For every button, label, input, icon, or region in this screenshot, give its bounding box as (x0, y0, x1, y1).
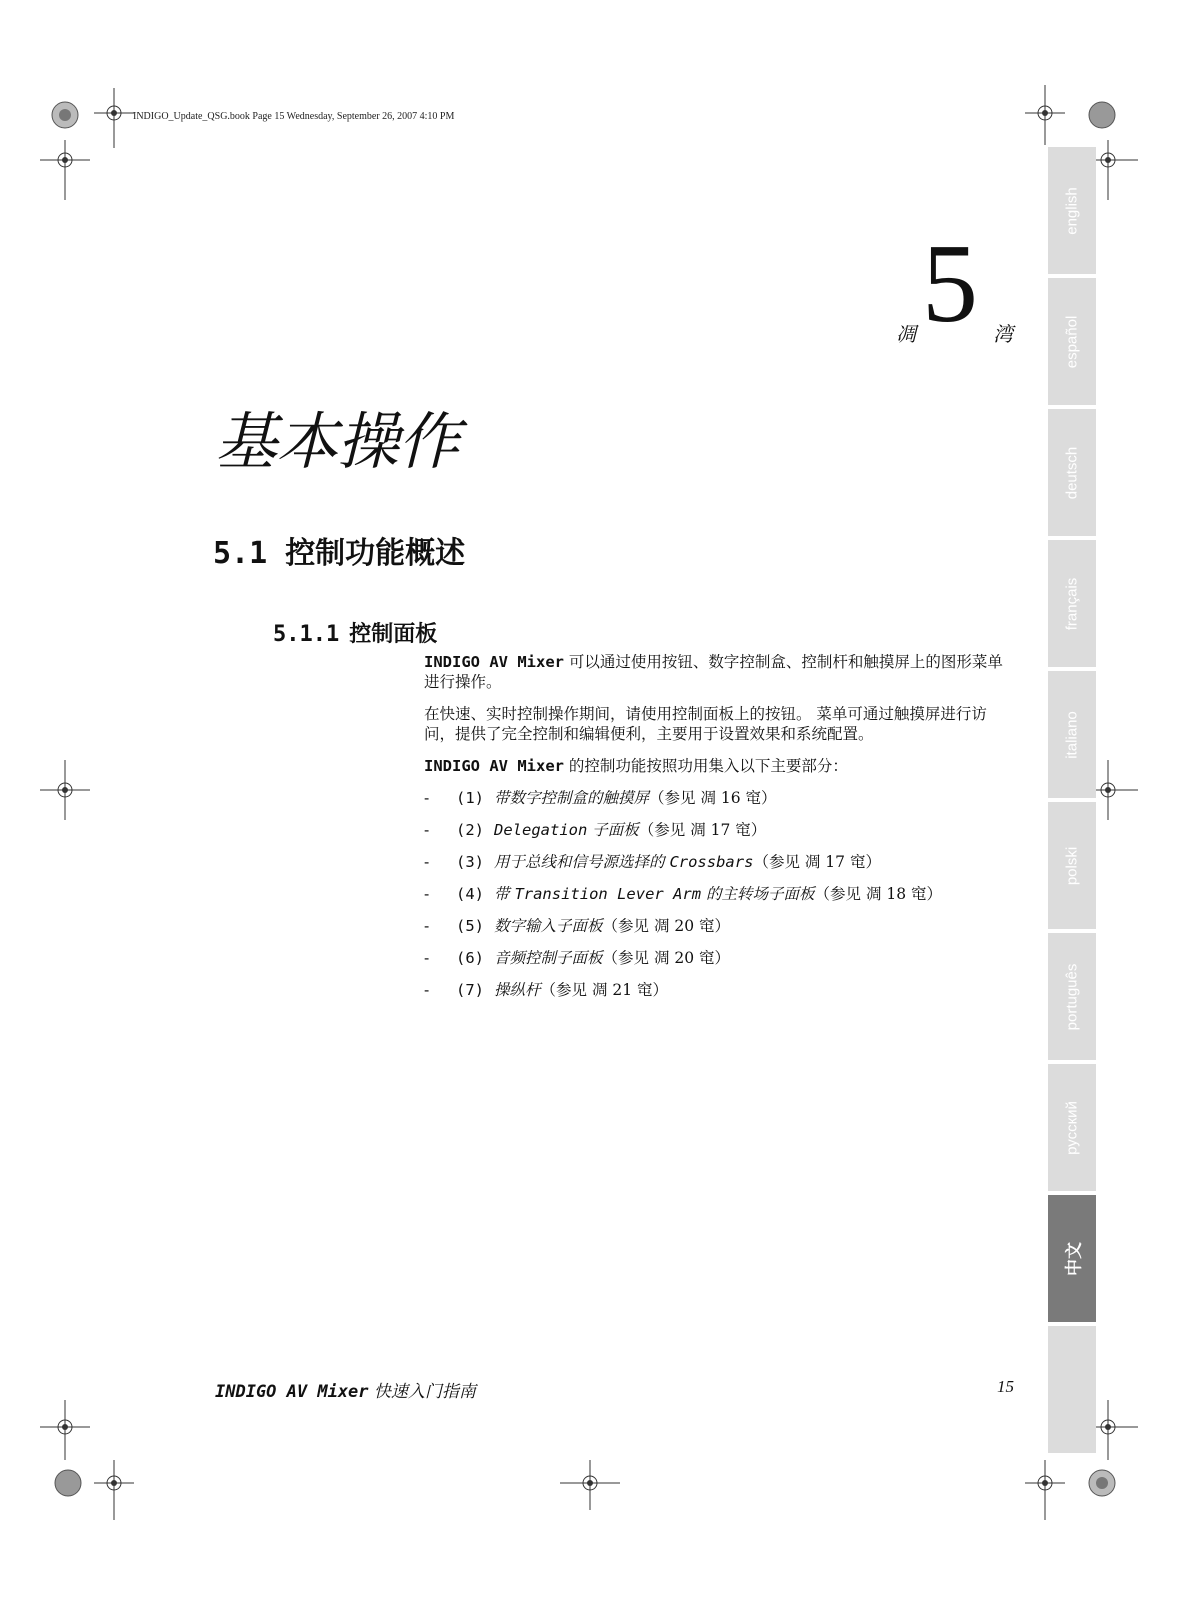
page-reference-number: 21 (612, 981, 633, 999)
page-reference: 窀） (632, 981, 669, 999)
footer-title (215, 1377, 476, 1402)
list-item (424, 884, 1014, 904)
subsection-title: 控制面板 (349, 622, 438, 647)
page-reference-number: 18 (886, 885, 907, 903)
chapter-suffix: 湾 (993, 322, 1013, 346)
subsection-heading (273, 617, 437, 648)
crosshair-icon (560, 1460, 620, 1510)
list-dash: - (424, 853, 430, 871)
registration-target-icon (50, 100, 80, 130)
list-item (424, 916, 1014, 936)
language-tab (1048, 540, 1096, 667)
page-reference: （参见 凋 (602, 917, 675, 935)
language-tab (1048, 1326, 1096, 1453)
language-tab-label: deutsch (1063, 446, 1081, 499)
language-tab (1048, 671, 1096, 798)
list-index: (4) (456, 885, 484, 903)
list-dash: - (424, 885, 430, 903)
list-dash: - (424, 981, 430, 999)
page-reference: 窀） (694, 949, 731, 967)
registration-target-icon (1087, 1468, 1117, 1498)
paragraph-3 (424, 756, 1014, 776)
chapter-prefix: 凋 (896, 322, 916, 346)
language-tab-label: italiano (1063, 710, 1081, 759)
language-tab-label: русский (1063, 1100, 1081, 1155)
list-text: 带 (494, 885, 515, 903)
page-reference-number: 20 (674, 949, 695, 967)
footer-guide: 快速入门指南 (368, 1382, 476, 1402)
list-dash: - (424, 789, 430, 807)
list-dash: - (424, 949, 430, 967)
language-tab (1048, 278, 1096, 405)
list-text-en: Crossbars (669, 853, 754, 871)
crosshair-icon (1025, 1460, 1065, 1520)
list-item (424, 948, 1014, 968)
list-text: 用于总线和信号源选择的 (494, 853, 670, 871)
list-text-en: Delegation (494, 821, 588, 839)
page-reference: 窀） (845, 853, 881, 871)
list-dash: - (424, 821, 430, 839)
language-tab (1048, 409, 1096, 536)
list-index: (7) (456, 981, 484, 999)
footer-product: INDIGO AV Mixer (215, 1382, 369, 1402)
product-name: INDIGO AV Mixer (424, 757, 564, 775)
page-reference-number: 17 (825, 853, 846, 871)
page-number: 15 (997, 1377, 1014, 1396)
list-text-en: Transition Lever Arm (514, 885, 702, 903)
language-tab (1048, 147, 1096, 274)
crosshair-icon (40, 760, 90, 820)
product-name: INDIGO AV Mixer (424, 653, 564, 671)
language-tab-label: português (1063, 963, 1081, 1030)
registration-target-icon (53, 1468, 83, 1498)
section-number: 5.1 (213, 536, 268, 571)
crosshair-icon (40, 1400, 90, 1460)
page-reference: （参见 凋 (814, 885, 887, 903)
list-index: (2) (456, 821, 484, 839)
page-reference: 窀） (730, 821, 767, 839)
page-reference: 窀） (906, 885, 943, 903)
page-reference-number: 20 (674, 917, 695, 935)
list-item (424, 852, 1014, 872)
chapter-title: 基本操作 (215, 405, 460, 478)
chapter-digit: 5 (922, 222, 978, 346)
language-tab (1048, 1195, 1096, 1322)
page-reference-number: 17 (710, 821, 731, 839)
list-dash: - (424, 917, 430, 935)
list-index: (1) (456, 789, 484, 807)
list-index: (6) (456, 949, 484, 967)
list-item (424, 788, 1014, 808)
crosshair-icon (1025, 85, 1065, 145)
page-reference: （参见 凋 (753, 853, 826, 871)
print-slug: INDIGO_Update_QSG.book Page 15 Wednesday, September 26, 2007 4:10 PM (133, 111, 455, 122)
paragraph-2: 在快速、实时控制操作期间，请使用控制面板上的按钮。 菜单可通过触摸屏进行访问，提供了完全控制和编辑便利，主要用于设置效果和系统配置。 (424, 705, 987, 743)
language-tab-label: français (1063, 577, 1081, 630)
section-heading (213, 528, 465, 572)
paragraph-text: 的控制功能按照功用集入以下主要部分： (563, 757, 848, 775)
paragraph-text: 可以通过使用按钮、数字控制盒、控制杆和触摸屏上的图形菜单进行操作。 (424, 653, 1003, 691)
registration-target-icon (1087, 100, 1117, 130)
list-text: 带数字控制盒的触摸屏 (494, 789, 650, 807)
list-index: (5) (456, 917, 484, 935)
page-reference-number: 16 (720, 789, 741, 807)
language-tab-label: english (1063, 186, 1081, 235)
list-text: 子面板 (587, 821, 639, 839)
page-reference: （参见 凋 (540, 981, 613, 999)
crosshair-icon (94, 1460, 134, 1520)
list-text: 数字输入子面板 (494, 917, 603, 935)
list-item (424, 820, 1014, 840)
list-item (424, 980, 1014, 1000)
body-text (424, 652, 1014, 1012)
language-tab (1048, 933, 1096, 1060)
page-reference: （参见 凋 (649, 789, 721, 807)
page-reference: （参见 凋 (602, 949, 675, 967)
section-title: 控制功能概述 (285, 536, 466, 571)
page-reference: 窀） (694, 917, 731, 935)
crosshair-icon (94, 88, 134, 148)
list-index: (3) (456, 853, 484, 871)
list-text: 操纵杆 (494, 981, 541, 999)
language-tab (1048, 1064, 1096, 1191)
list-text: 音频控制子面板 (494, 949, 603, 967)
list-text: 的主转场子面板 (701, 885, 815, 903)
crosshair-icon (40, 140, 90, 200)
page-reference: （参见 凋 (638, 821, 711, 839)
paragraph-1 (424, 652, 1014, 692)
page-reference: 窀） (740, 789, 777, 807)
language-tabs (1048, 147, 1096, 1457)
subsection-number: 5.1.1 (273, 622, 340, 647)
language-tab (1048, 802, 1096, 929)
component-list (424, 788, 1014, 1000)
language-tab-label: polski (1063, 846, 1081, 885)
chapter-number (896, 222, 1021, 350)
language-tab-label: 中文 (1064, 1241, 1084, 1276)
language-tab-label: español (1063, 315, 1081, 368)
